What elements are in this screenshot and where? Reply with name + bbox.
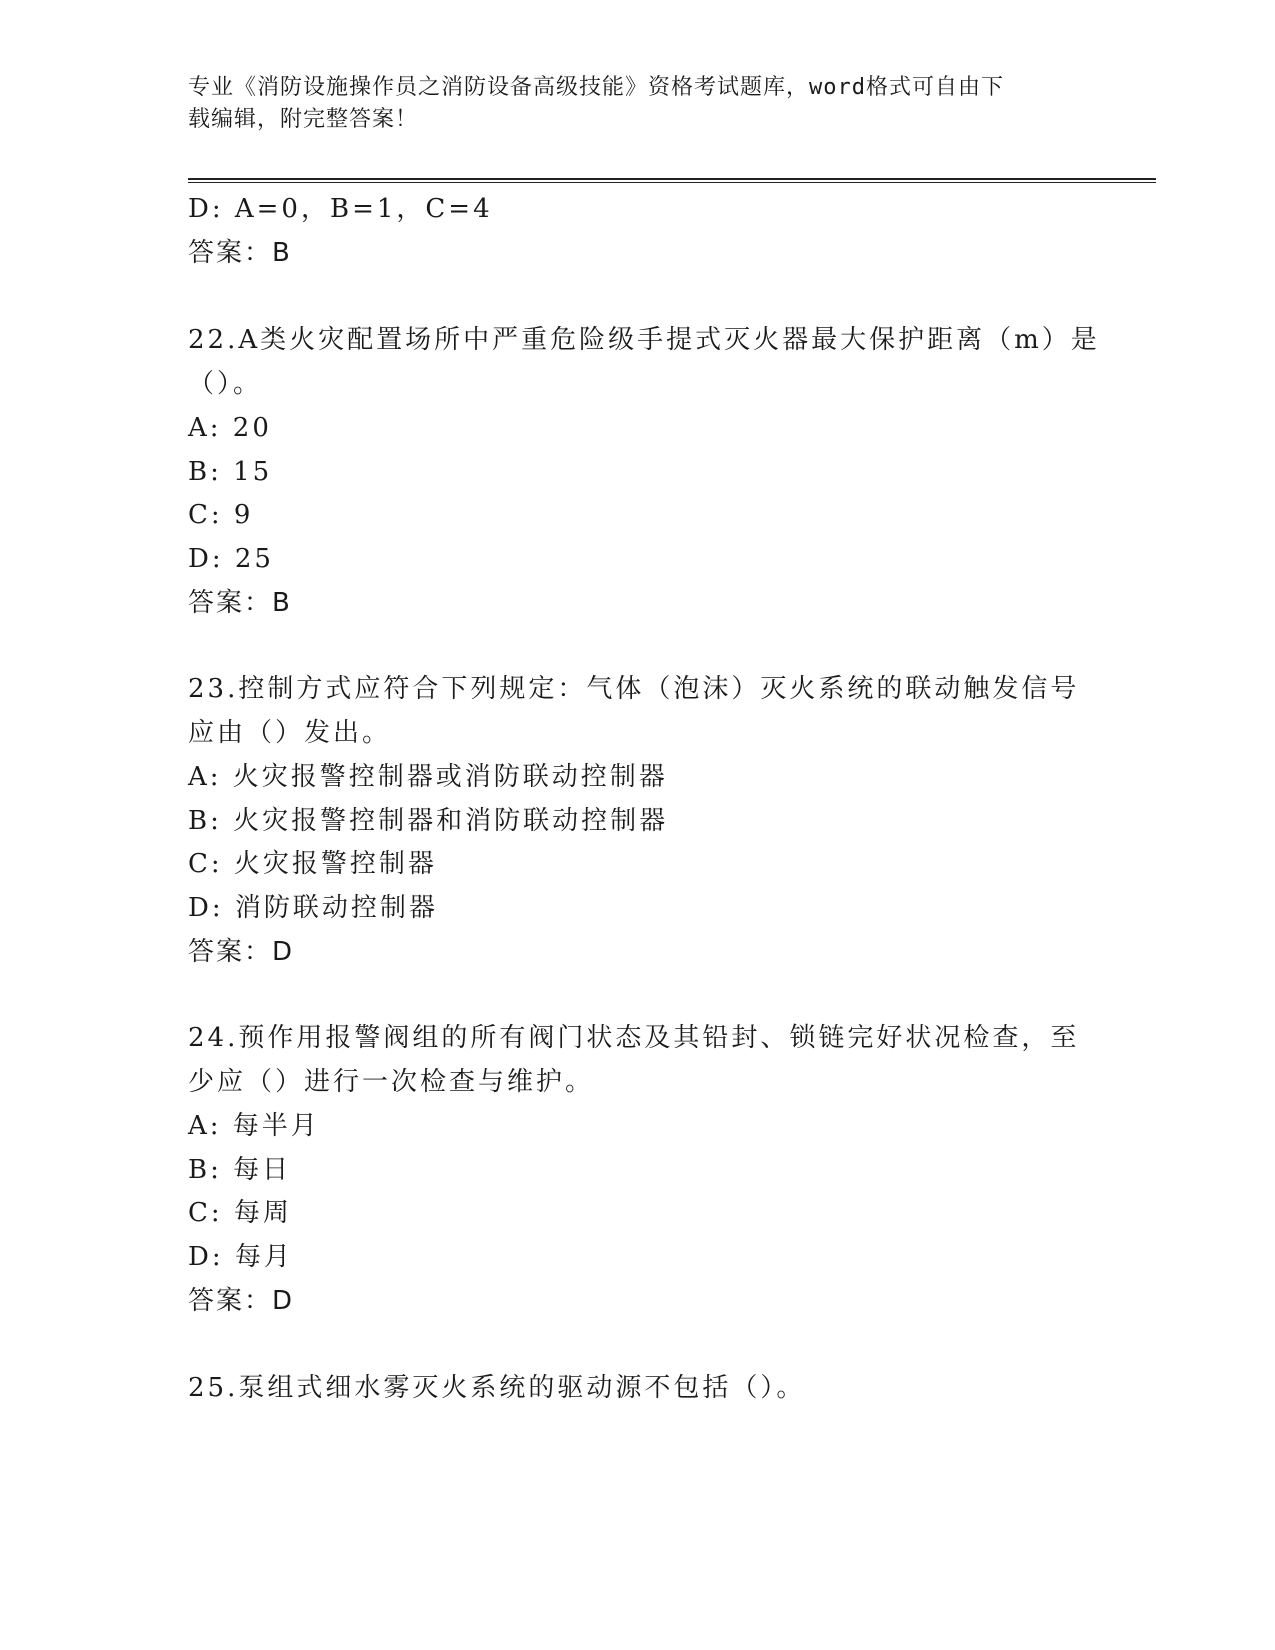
question-23-option-d: D: 消防联动控制器 xyxy=(188,893,438,923)
question-24-stem: 24.预作用报警阀组的所有阀门状态及其铅封、锁链完好状况检查，至 xyxy=(188,1023,1080,1053)
question-22-stem: 22.A类火灾配置场所中严重危险级手提式灭火器最大保护距离（m）是 xyxy=(188,325,1100,355)
question-22-option-c: C: 9 xyxy=(188,500,254,530)
question-22-stem-cont: （）。 xyxy=(188,369,263,399)
question-23-answer: 答案：D xyxy=(188,937,295,967)
question-23-option-c: C: 火灾报警控制器 xyxy=(188,849,437,879)
header-line-1: 专业《消防设施操作员之消防设备高级技能》资格考试题库，word格式可自由下 xyxy=(188,75,1004,100)
question-24-option-b: B: 每日 xyxy=(188,1155,292,1185)
question-22-option-b: B: 15 xyxy=(188,457,273,487)
question-24-option-a: A: 每半月 xyxy=(188,1111,320,1141)
header-divider-top xyxy=(188,178,1156,180)
option-d: D: A=0，B=1，C=4 xyxy=(188,194,493,224)
question-24-option-c: C: 每周 xyxy=(188,1198,292,1228)
question-23-stem-cont: 应由（）发出。 xyxy=(188,718,392,748)
header-line-2: 载编辑，附完整答案！ xyxy=(188,107,419,132)
question-23-option-a: A: 火灾报警控制器或消防联动控制器 xyxy=(188,762,668,792)
question-22-option-a: A: 20 xyxy=(188,413,272,443)
answer: 答案：B xyxy=(188,238,292,268)
question-23-stem: 23.控制方式应符合下列规定：气体（泡沫）灭火系统的联动触发信号 xyxy=(188,674,1080,704)
question-23-option-b: B: 火灾报警控制器和消防联动控制器 xyxy=(188,806,669,836)
question-24-stem-cont: 少应（）进行一次检查与维护。 xyxy=(188,1067,595,1097)
question-24-option-d: D: 每月 xyxy=(188,1242,293,1272)
question-22-answer: 答案：B xyxy=(188,588,292,618)
question-25-stem: 25.泵组式细水雾灭火系统的驱动源不包括（）。 xyxy=(188,1373,806,1403)
header-divider-bottom xyxy=(188,182,1156,183)
question-24-answer: 答案：D xyxy=(188,1286,295,1316)
document-header xyxy=(188,72,1088,136)
question-22-option-d: D: 25 xyxy=(188,544,274,574)
